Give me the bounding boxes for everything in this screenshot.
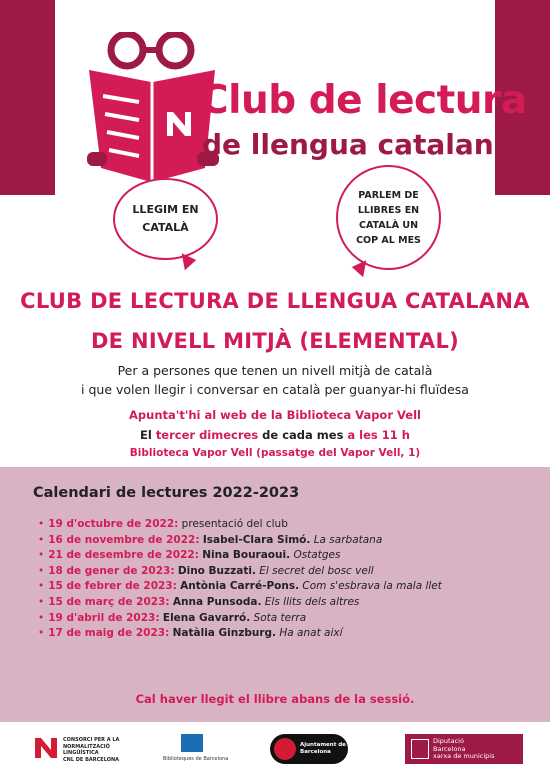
biblioteques-logo	[163, 734, 229, 768]
schedule-line	[0, 428, 550, 442]
footer-logos	[0, 722, 550, 778]
calendar-item-author: Antònia Carré-Pons.	[180, 580, 300, 593]
cpnl-logo	[33, 734, 143, 766]
schedule-time: a les 11 h	[347, 428, 410, 442]
club-title: Club de lectura	[200, 78, 527, 123]
signup-link[interactable]: Apunta't'hi al web de la Biblioteca Vapor Vell	[129, 408, 421, 422]
biblioteques-label: Biblioteques de Barcelona	[163, 756, 229, 762]
calendar-item-date: 21 de desembre de 2022:	[48, 549, 199, 562]
calendar-item-date: 19 d'octubre de 2022:	[48, 518, 179, 530]
diputacio-line1: Diputació	[433, 737, 464, 745]
main-title-line2: DE NIVELL MITJÀ (ELEMENTAL)	[90, 329, 460, 353]
calendar-item	[38, 517, 442, 533]
bullet-icon: •	[38, 564, 45, 577]
bullet-icon: •	[38, 595, 45, 608]
calendar-item-author: Nina Bouraoui.	[202, 549, 291, 562]
calendar-item	[38, 595, 442, 611]
diputacio-mark-icon	[411, 739, 429, 759]
schedule-middle: de cada mes	[258, 428, 348, 442]
calendar-note: Cal haver llegit el llibre abans de la sessió.	[135, 692, 415, 706]
calendar-section	[0, 467, 550, 722]
calendar-title: Calendari de lectures 2022-2023	[33, 485, 300, 501]
club-subtitle: de llengua catalana	[202, 128, 513, 161]
calendar-item-book: Ostatges	[293, 549, 341, 562]
diputacio-line2: Barcelona	[433, 744, 466, 753]
calendar-item-date: 19 d'abril de 2023:	[48, 611, 160, 624]
calendar-item-author: Anna Punsoda.	[172, 595, 262, 608]
calendar-item	[38, 626, 442, 642]
calendar-item-book: El secret del bosc vell	[259, 564, 374, 577]
calendar-item-text: presentació del club	[181, 518, 288, 530]
header	[55, 0, 527, 195]
schedule-prefix: El	[140, 428, 156, 442]
calendar-item-book: Ha anat així	[279, 627, 343, 640]
schedule-day: tercer dimecres	[155, 428, 259, 442]
cpnl-line2: NORMALITZACIÓ	[63, 743, 110, 750]
calendar-item-book: Sota terra	[253, 611, 307, 624]
diputacio-line3: xarxa de municipis	[433, 752, 495, 760]
calendar-item-date: 15 de març de 2023:	[48, 595, 170, 608]
cpnl-line4: CNL DE BARCELONA	[63, 756, 120, 763]
calendar-item-date: 15 de febrer de 2023:	[48, 580, 177, 593]
calendar-item-date: 17 de maig de 2023:	[48, 627, 170, 640]
bullet-icon: •	[38, 549, 45, 562]
calendar-item-book: Els llits dels altres	[264, 595, 360, 608]
left-side-band	[0, 0, 55, 195]
diputacio-logo	[405, 734, 523, 764]
main-title-line1: CLUB DE LECTURA DE LLENGUA CATALANA	[20, 289, 530, 313]
bullet-icon: •	[38, 533, 45, 546]
intro-line2: i que volen llegir i conversar en català per guanyar-hi fluïdesa	[81, 382, 469, 397]
calendar-item-author: Elena Gavarró.	[162, 611, 251, 624]
ajuntament-line1: Ajuntament de	[300, 742, 346, 748]
intro-line1: Per a persones que tenen un nivell mitjà de català	[117, 363, 433, 378]
calendar-item-author: Dino Buzzati.	[177, 564, 256, 577]
biblioteques-mark-icon	[181, 734, 203, 752]
location-line: Biblioteca Vapor Vell (passatge del Vapor Vell, 1)	[129, 447, 421, 459]
bullet-icon: •	[38, 580, 45, 593]
calendar-item-author: Isabel-Clara Simó.	[202, 533, 311, 546]
bullet-icon: •	[38, 518, 45, 530]
calendar-item	[38, 611, 442, 627]
ajuntament-logo	[270, 734, 348, 764]
speech-bubble-read: LLEGIM EN CATALÀ	[113, 178, 218, 260]
calendar-item-date: 16 de novembre de 2022:	[48, 533, 200, 546]
calendar-item-author: Natàlia Ginzburg.	[172, 627, 277, 640]
bullet-icon: •	[38, 627, 45, 640]
cpnl-mark-icon	[33, 736, 59, 760]
calendar-list	[38, 517, 442, 642]
ajuntament-shield-icon	[274, 738, 296, 760]
ajuntament-line2: Barcelona	[300, 749, 331, 755]
cpnl-line1: CONSORCI PER A LA	[63, 737, 120, 743]
calendar-item	[38, 579, 442, 595]
cpnl-line3: LINGÜÍSTICA	[63, 750, 99, 756]
bullet-icon: •	[38, 611, 45, 624]
speech-bubble-talk: PARLEM DE LLIBRES EN CATALÀ UN COP AL MES	[336, 165, 441, 270]
calendar-item	[38, 564, 442, 580]
calendar-item	[38, 548, 442, 564]
calendar-item-date: 18 de gener de 2023:	[48, 564, 175, 577]
calendar-item-book: La sarbatana	[313, 533, 383, 546]
calendar-item-book: Com s'esbrava la mala llet	[302, 580, 442, 593]
calendar-item	[38, 533, 442, 549]
